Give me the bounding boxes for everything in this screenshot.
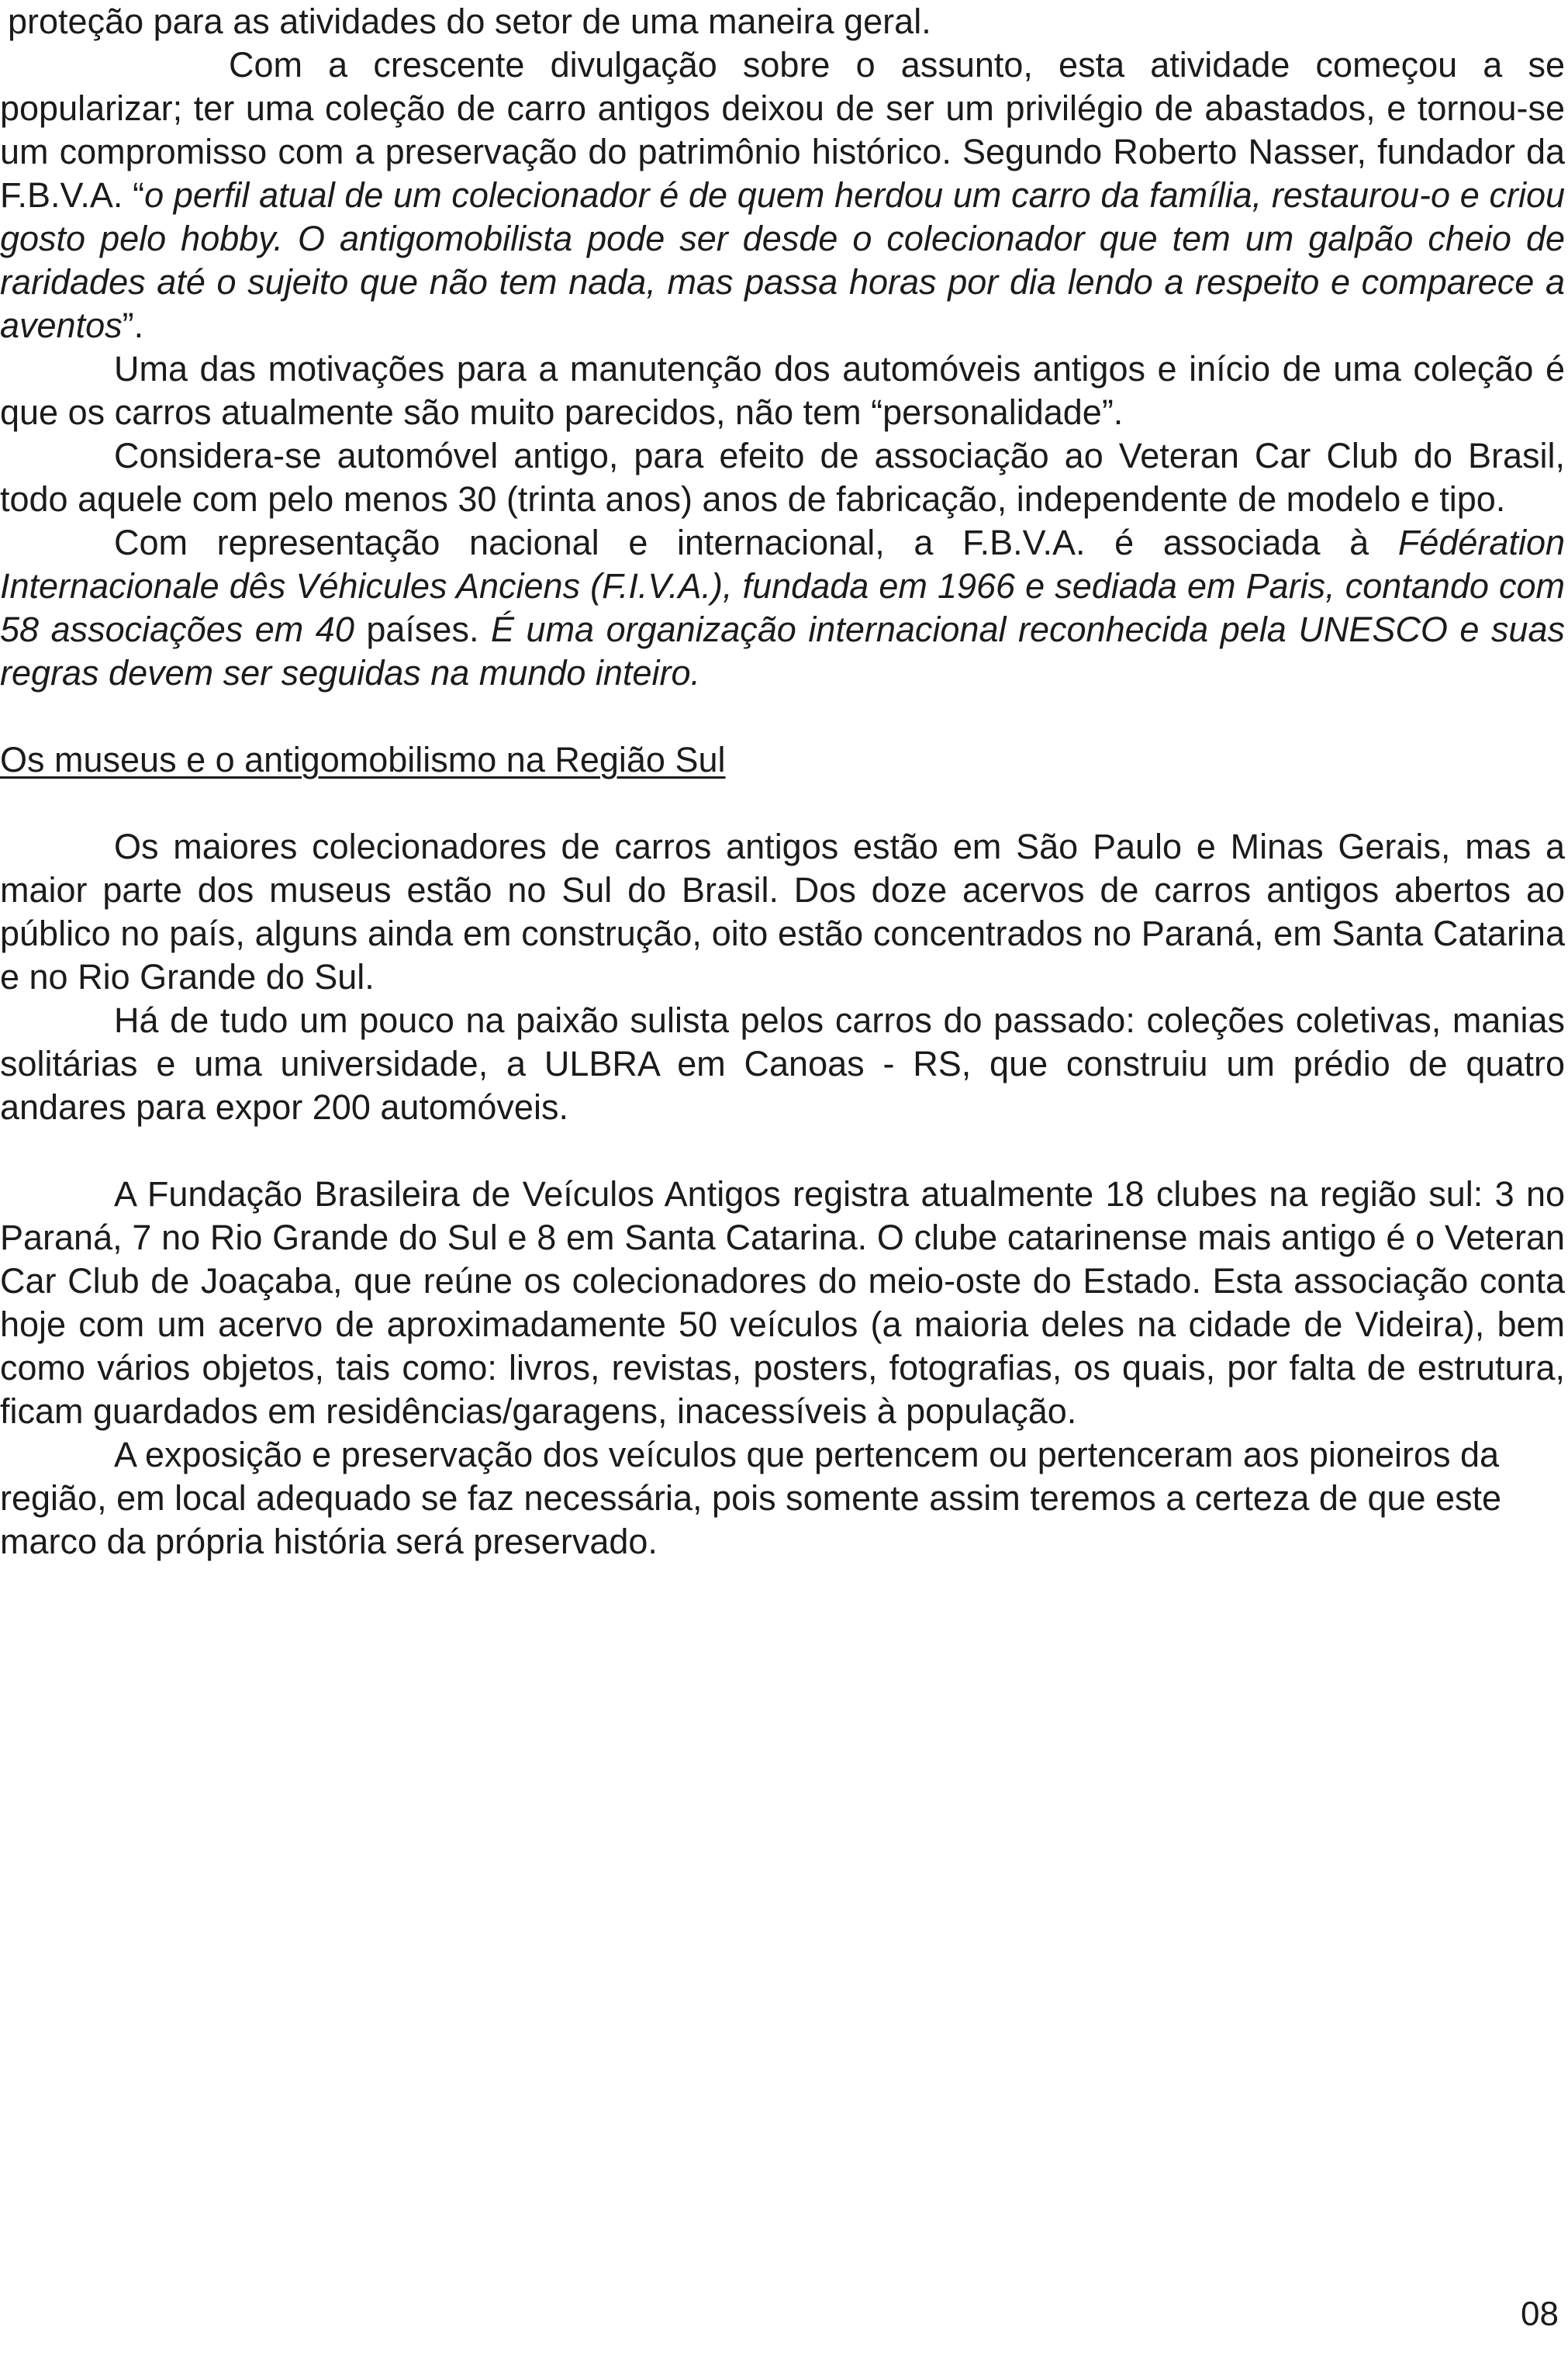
paragraph-text: Uma das motivações para a manutenção dos automóveis antigos e início de uma coleção é que os carros atualmente são muito parecidos, não tem “personalidade”.: [0, 349, 1565, 432]
paragraph-motivation: [0, 347, 1565, 434]
quote-roberto-nasser: o perfil atual de um colecionador é de quem herdou um carro da família, restaurou-o e criou gosto pelo hobby. O antigomobilista pode ser desde o colecionador que tem um galpão cheio de raridades até o sujeito que não tem nada, mas passa horas por dia lendo a respeito e comparece a aventos: [0, 175, 1565, 345]
paragraph-text: proteção para as atividades do setor de uma maneira geral.: [8, 2, 931, 41]
paragraph-text: Considera-se automóvel antigo, para efeito de associação ao Veteran Car Club do Brasil, todo aquele com pelo menos 30 (trinta anos) anos de fabricação, independente de modelo e tipo.: [0, 436, 1565, 519]
spacer: [0, 695, 1565, 738]
paragraph-fiva: [0, 521, 1565, 695]
paragraph-clubs: [0, 1173, 1565, 1433]
paragraph-text: Com representação nacional e internacional, a F.B.V.A. é associada à: [114, 523, 1398, 562]
paragraph-collectors: [0, 825, 1565, 999]
italic-text: É uma organização internacional reconhecida pela UNESCO e suas regras devem ser seguidas na mundo inteiro.: [0, 610, 1565, 693]
paragraph-text: A exposição e preservação dos veículos que pertencem ou pertenceram aos pioneiros da região, em local adequado se faz necessária, pois somente assim teremos a certeza de que este marco da própria história será preservado.: [0, 1435, 1502, 1561]
paragraph-passion: [0, 999, 1565, 1129]
section-heading: Os museus e o antigomobilismo na Região Sul: [0, 740, 726, 779]
paragraph-collector-profile: [0, 43, 1565, 347]
spacer: [0, 782, 1565, 825]
paragraph-text: Com a crescente divulgação sobre o assunto, esta atividade começou a se popularizar; ter uma coleção de carro antigos deixou de ser um privilégio de abastados, e tornou-se um compromisso com a preservação do patrimônio histórico. Segundo Roberto Nasser, fundador da F.B.V.A. “: [0, 45, 1565, 215]
page-number: 08: [1521, 2295, 1559, 2333]
paragraph-text: Os maiores colecionadores de carros antigos estão em São Paulo e Minas Gerais, mas a maior parte dos museus estão no Sul do Brasil. Dos doze acervos de carros antigos abertos ao público no país, alguns ainda em construção, oito estão concentrados no Paraná, em Santa Catarina e no Rio Grande do Sul.: [0, 827, 1565, 997]
paragraph-definition: [0, 434, 1565, 521]
paragraph-text: países.: [354, 610, 491, 649]
italic-text: Fédération Internacionale dês Véhicules Anciens (F.I.V.A.), fundada em 1966 e sediada em Paris, contando com 58 associações em 40: [0, 523, 1565, 649]
paragraph-text: A Fundação Brasileira de Veículos Antigos registra atualmente 18 clubes na região sul: 3 no Paraná, 7 no Rio Grande do Sul e 8 em Santa Catarina. O clube catarinense mais antigo é o Veteran Car Club de Joaçaba, que reúne os colecionadores do meio-oste do Estado. Esta associação conta hoje com um acervo de aproximadamente 50 veículos (a maioria deles na cidade de Videira), bem como vários objetos, tais como: livros, revistas, posters, fotografias, os quais, por falta de estrutura, ficam guardados em residências/garagens, inacessíveis à população.: [0, 1174, 1565, 1431]
paragraph-preservation: [0, 1433, 1565, 1564]
paragraph-continuation: [0, 0, 1565, 43]
spacer: [0, 1129, 1565, 1173]
paragraph-text: Há de tudo um pouco na paixão sulista pelos carros do passado: coleções coletivas, manias solitárias e uma universidade, a ULBRA em Canoas - RS, que construiu um prédio de quatro andares para expor 200 automóveis.: [0, 1000, 1565, 1127]
quote-close: ”.: [122, 306, 144, 345]
